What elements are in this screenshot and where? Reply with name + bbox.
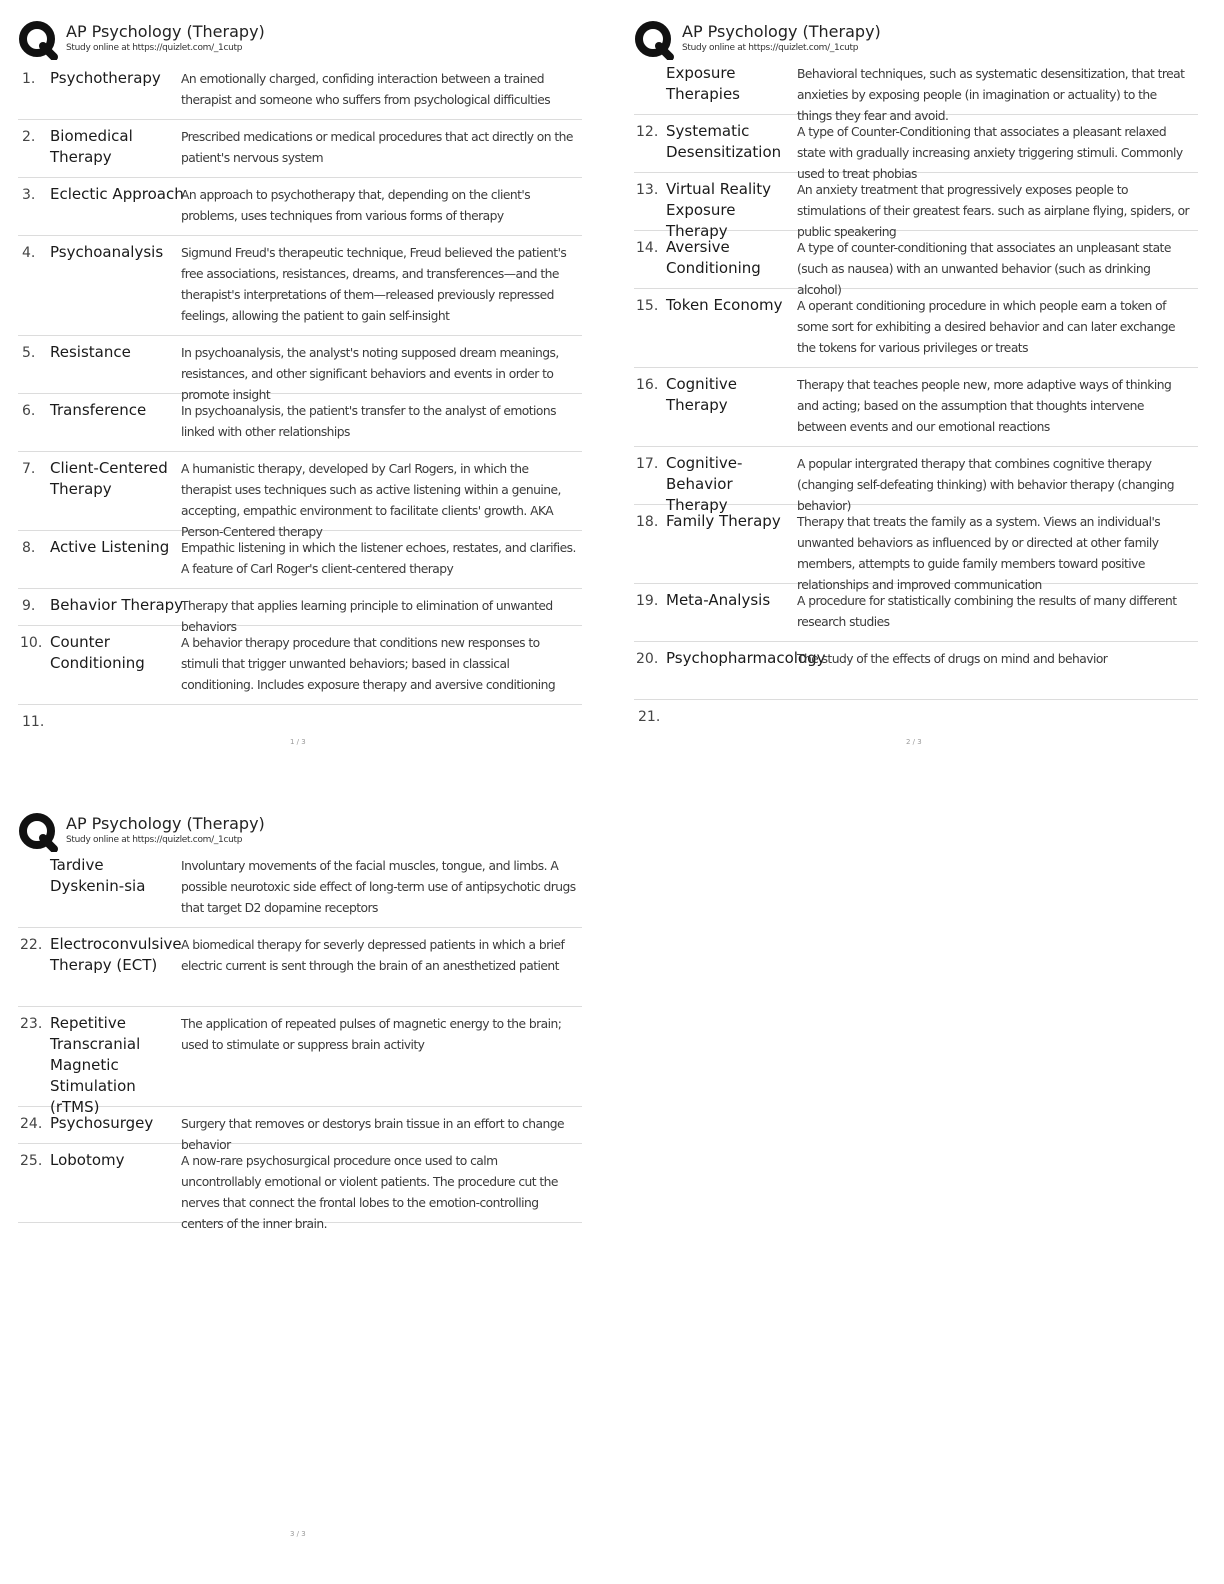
card-term: Cognitive-Behavior Therapy (666, 454, 743, 514)
card-definition: The application of repeated pulses of magnetic energy to the brain; used to stimulate or suppress brain activity (181, 1017, 562, 1052)
card-number: 23. (20, 1016, 43, 1032)
flashcard-row (18, 120, 582, 178)
card-definition: In psychoanalysis, the analyst's noting supposed dream meanings, resistances, and other significant behaviors and events in order to promote insight (181, 346, 559, 402)
page-2 (634, 18, 1198, 746)
card-term: Client-Centered Therapy (50, 459, 168, 498)
flashcard-row (18, 1007, 582, 1116)
card-definition: Therapy that applies learning principle to elimination of unwanted behaviors (181, 599, 553, 634)
card-number: 2. (22, 129, 36, 145)
card-term: Family Therapy (666, 512, 781, 530)
trailing-row (634, 700, 1198, 736)
flashcard-row (18, 531, 582, 589)
flashcard-row (18, 394, 582, 452)
card-number: 16. (636, 377, 659, 393)
card-definition: Surgery that removes or destorys brain tissue in an effort to change behavior (181, 1117, 565, 1152)
page-header (18, 810, 582, 854)
card-number: 7. (22, 461, 36, 477)
document-title: AP Psychology (Therapy) (66, 814, 265, 833)
card-term: Psychoanalysis (50, 243, 164, 261)
flashcard-row (18, 854, 582, 928)
flashcard-row (18, 1144, 582, 1231)
card-definition: A now-rare psychosurgical procedure once used to calm uncontrollably emotional or violent patients. The procedure cut the nerves that connect the frontal lobes to the emotion-controlling centers of the inner brain. (181, 1154, 558, 1231)
card-number: 9. (22, 598, 36, 614)
card-number: 13. (636, 182, 659, 198)
card-definition: Therapy that treats the family as a system. Views an individual's unwanted behaviors as influenced by or directed at other family members, attempts to guide family members toward positive relationships and improved communication (797, 515, 1161, 592)
card-term: Lobotomy (50, 1151, 125, 1169)
study-link[interactable]: Study online at https://quizlet.com/_1cutp (66, 43, 243, 53)
page-number: 3 / 3 (290, 1530, 306, 1538)
trailing-row (18, 705, 582, 741)
card-term: Repetitive Transcranial Magnetic Stimulation (rTMS) (50, 1014, 141, 1116)
card-definition: A behavior therapy procedure that conditions new responses to stimuli that trigger unwanted behaviors; based in classical conditioning. Includes exposure therapy and aversive conditioning (181, 636, 556, 692)
card-definition: Sigmund Freud's therapeutic technique, Freud believed the patient's free associations, resistances, dreams, and transferences—and the therapist's interpretations of them—released previously repressed feelings, allowing the patient to gain self-insight (181, 246, 567, 323)
card-number: 15. (636, 298, 659, 314)
card-definition: A procedure for statistically combining the results of many different research studies (797, 594, 1177, 629)
card-term: Meta-Analysis (666, 591, 771, 609)
card-definition: The study of the effects of drugs on mind and behavior (797, 652, 1108, 666)
flashcard-row (634, 642, 1198, 700)
quizlet-logo-icon (634, 20, 674, 60)
flashcard-row (18, 336, 582, 402)
flashcard-row (634, 289, 1198, 368)
page-3 (18, 810, 582, 1538)
page-1 (18, 18, 582, 746)
card-number: 24. (20, 1116, 43, 1132)
card-term: Tardive Dyskenin-sia (50, 856, 146, 895)
card-term: Virtual Reality Exposure Therapy (666, 180, 772, 240)
card-term: Systematic Desensitization (666, 122, 782, 161)
flashcard-row (18, 589, 582, 634)
card-term: Counter Conditioning (50, 633, 145, 672)
card-definition: A biomedical therapy for severly depressed patients in which a brief electric current is sent through the brain of an anesthetized patient (181, 938, 565, 973)
card-term: Active Listening (50, 538, 170, 556)
card-term: Cognitive Therapy (666, 375, 738, 414)
card-definition: A popular intergrated therapy that combines cognitive therapy (changing self-defeating thinking) with behavior therapy (changing behavior) (797, 457, 1174, 513)
flashcard-row (634, 584, 1198, 642)
card-definition: An anxiety treatment that progressively exposes people to stimulations of their greatest fears. such as airplane flying, spiders, or public speakering (797, 183, 1190, 239)
flashcard-row (18, 62, 582, 120)
card-term: Exposure Therapies (666, 64, 740, 103)
card-definition: A type of Counter-Conditioning that associates a pleasant relaxed state with gradually increasing anxiety triggering stimuli. Commonly used to treat phobias (797, 125, 1183, 181)
card-number: 1. (22, 71, 36, 87)
card-number: 4. (22, 245, 36, 261)
card-definition: Involuntary movements of the facial muscles, tongue, and limbs. A possible neurotoxic side effect of long-term use of antipsychotic drugs that target D2 dopamine receptors (181, 859, 576, 915)
card-definition: Prescribed medications or medical procedures that act directly on the patient's nervous system (181, 130, 573, 165)
card-number: 17. (636, 456, 659, 472)
card-term: Aversive Conditioning (666, 238, 761, 277)
card-term: Psychopharmacology (666, 649, 826, 667)
flashcard-row (634, 115, 1198, 181)
document-title: AP Psychology (Therapy) (682, 22, 881, 41)
page-header (634, 18, 1198, 62)
flashcard-row (18, 626, 582, 705)
card-term: Psychotherapy (50, 69, 161, 87)
card-definition: In psychoanalysis, the patient's transfer to the analyst of emotions linked with other relationships (181, 404, 556, 439)
card-number: 21. (638, 709, 661, 725)
study-link[interactable]: Study online at https://quizlet.com/_1cutp (682, 43, 859, 53)
card-definition: Empathic listening in which the listener echoes, restates, and clarifies. A feature of Carl Roger's client-centered therapy (181, 541, 576, 576)
card-number: 11. (22, 714, 45, 730)
card-number: 3. (22, 187, 36, 203)
card-definition: Behavioral techniques, such as systematic desensitization, that treat anxieties by exposing people (in imagination or actuality) to the things they fear and avoid. (797, 67, 1185, 123)
flashcard-row (18, 178, 582, 236)
card-definition: A humanistic therapy, developed by Carl Rogers, in which the therapist uses techniques such as active listening within a genuine, accepting, empathic environment to facilitate clients' growth. AKA Person-Centered therapy (181, 462, 561, 539)
document-title: AP Psychology (Therapy) (66, 22, 265, 41)
flashcard-row (18, 928, 582, 1007)
flashcard-row (634, 505, 1198, 592)
flashcard-row (18, 1107, 582, 1152)
card-term: Behavior Therapy (50, 596, 184, 614)
page-number: 2 / 3 (906, 738, 922, 746)
card-number: 14. (636, 240, 659, 256)
card-number: 20. (636, 651, 659, 667)
card-number: 12. (636, 124, 659, 140)
card-number: 5. (22, 345, 36, 361)
card-term: Token Economy (666, 296, 783, 314)
card-term: Psychosurgey (50, 1114, 154, 1132)
card-definition: A type of counter-conditioning that associates an unpleasant state (such as nausea) with an unwanted behavior (such as drinking alcohol) (797, 241, 1171, 297)
page-number: 1 / 3 (290, 738, 306, 746)
card-number: 22. (20, 937, 43, 953)
card-number: 8. (22, 540, 36, 556)
card-definition: Therapy that teaches people new, more adaptive ways of thinking and acting; based on the assumption that thoughts intervene between events and our emotional reactions (797, 378, 1172, 434)
card-term: Transference (50, 401, 147, 419)
flashcard-row (634, 62, 1198, 123)
card-term: Resistance (50, 343, 131, 361)
card-term: Eclectic Approach (50, 185, 184, 203)
card-definition: An emotionally charged, confiding interaction between a trained therapist and someone who suffers from psychological difficulties (181, 72, 551, 107)
flashcard-row (18, 236, 582, 336)
quizlet-logo-icon (18, 20, 58, 60)
study-link[interactable]: Study online at https://quizlet.com/_1cutp (66, 835, 243, 845)
card-number: 6. (22, 403, 36, 419)
page-header (18, 18, 582, 62)
card-number: 19. (636, 593, 659, 609)
flashcard-row (634, 231, 1198, 297)
card-number: 18. (636, 514, 659, 530)
card-definition: A operant conditioning procedure in which people earn a token of some sort for exhibiting a desired behavior and can later exchange the tokens for various privileges or treats (797, 299, 1176, 355)
flashcard-row (634, 173, 1198, 240)
quizlet-logo-icon (18, 812, 58, 852)
flashcard-row (634, 368, 1198, 447)
flashcard-row (18, 452, 582, 539)
card-term: Biomedical Therapy (50, 127, 133, 166)
card-definition: An approach to psychotherapy that, depending on the client's problems, uses techniques from various forms of therapy (181, 188, 531, 223)
card-number: 10. (20, 635, 43, 651)
card-number: 25. (20, 1153, 43, 1169)
flashcard-row (634, 447, 1198, 514)
card-term: Electroconvulsive Therapy (ECT) (50, 935, 182, 974)
